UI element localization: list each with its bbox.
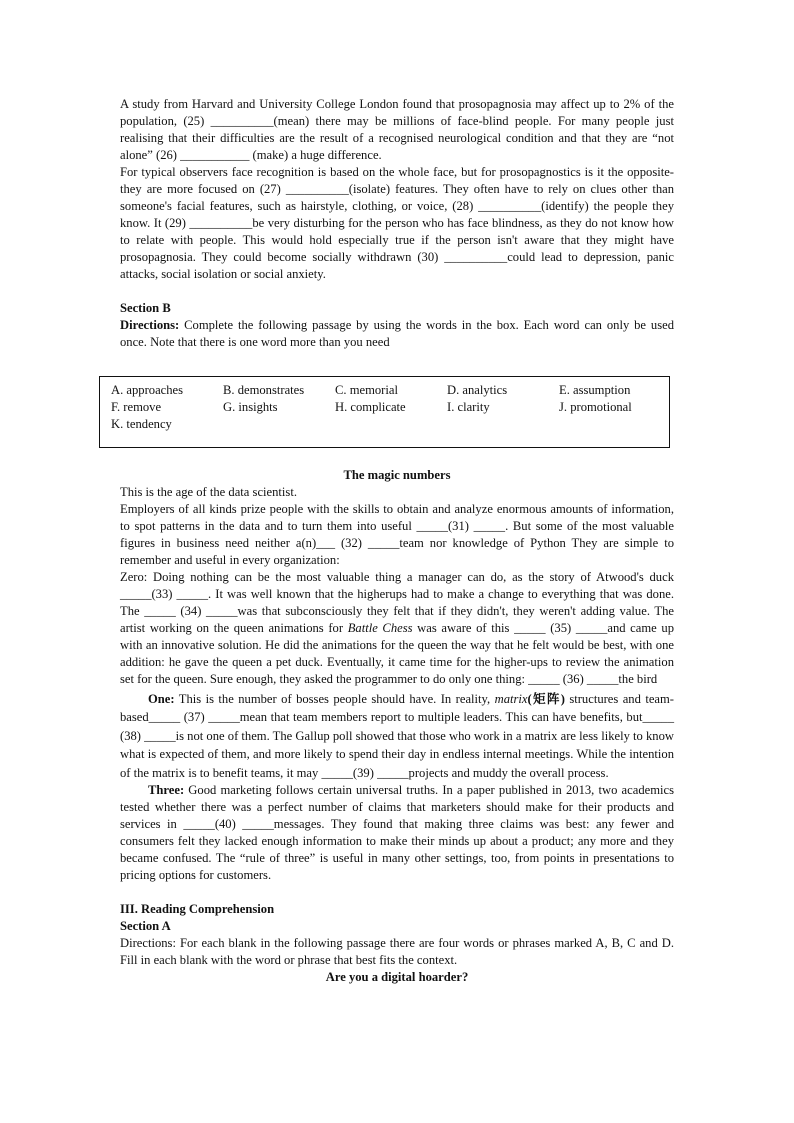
word-box	[99, 376, 670, 448]
paragraph	[120, 690, 674, 782]
section-b-directions	[120, 317, 674, 351]
text-run: was aware of this _____ (35) _____and came up with an innovative solution. He did the animations for the queen the way that he felt would be best, with one addition: he gave the queen a pet duck. Eventually, it came time for the higher-ups to review the animation set for the queen. Sure enough, they asked the programmer to do only one thing: _____ (36) _____the bird	[120, 621, 674, 686]
text-run: structures and team-based_____ (37) _____mean that team members report to multiple leaders. This can have benefits, but_____ (38) _____is not one of them. The Gallup poll showed that those who work in a matrix are less likely to know what is expected of them, and more likely to spend their day in endless internal meetings. While the intention of the matrix is to benefit teams, it may _____(39) _____projects and muddy the overall process.	[120, 692, 674, 780]
part-iii-heading: III. Reading Comprehension	[120, 902, 275, 917]
section-b-heading: Section B	[120, 301, 171, 315]
passage-title: The magic numbers	[343, 468, 451, 482]
text-run: Good marketing follows certain universal truths. In a paper published in 2013, two academics tested whether there was a perfect number of claims that marketers should make for their products and services in _____(40) _____messages. They found that making three claims was best: any fewer and consumers felt they lacked enough information to make their minds up about a product; any more and they became confused. The “rule of three” is useful in many other settings, too, from points in presentations to pricing options for customers.	[120, 783, 674, 883]
directions-label: Directions:	[120, 318, 180, 332]
directions-text: Complete the following passage by using the words in the box. Each word can only be used once. Note that there is one word more than you need	[120, 318, 674, 349]
section-a-directions: Directions: For each blank in the following passage there are four words or phrases marked A, B, C and D. Fill in each blank with the word or phrase that best fits the context.	[120, 936, 674, 968]
italic-title: Battle Chess	[347, 621, 413, 635]
word-option: B. demonstrates	[223, 383, 305, 397]
passage-title: Are you a digital hoarder?	[325, 970, 469, 985]
word-option: I. clarity	[447, 400, 490, 414]
word-option: K. tendency	[111, 417, 172, 431]
paragraph: For typical observers face recognition is based on the whole face, but for prosopagnostics is it the opposite- they are more focused on (27) __________(isolate) features. They often have to rely on clues other than someone's facial features, such as hairstyle, clothing, or voice, (28) __________(identify) the people they know. It (29) __________be very disturbing for the person who has face blindness, as they do not know how to relate with people. This would hold especially true if the person isn't aware that they might have prosopagnosia. They could become socially withdrawn (30) __________could lead to depression, panic attacks, social isolation or social anxiety.	[120, 165, 674, 281]
word-option: E. assumption	[559, 383, 631, 397]
paragraph-label: Three:	[148, 783, 185, 798]
paragraph-label: One:	[148, 692, 175, 706]
section-a-heading: Section A	[120, 919, 171, 934]
paragraph	[120, 782, 674, 884]
text-run: Zero: Doing nothing can be the most valuable thing a manager can do, as the story of Atwood's duck _____(33) _____. It was well known that the higherups had to make a change to everything that was done. The _____ (34) _____was that subconsciously they felt that if they didn't, they weren't adding value. The artist working on the queen animations for	[120, 570, 674, 635]
italic-term: matrix	[494, 692, 528, 706]
paragraph: Employers of all kinds prize people with the skills to obtain and analyze enormous amounts of information, to spot patterns in the data and to turn them into useful _____(31) _____. But some of the most valuable figures in business need neither a(n)___ (32) _____team nor knowledge of Python They are simple to remember and useful in every organization:	[120, 502, 674, 567]
passage-b	[120, 467, 674, 986]
word-option: A. approaches	[111, 383, 184, 397]
word-option: F. remove	[111, 400, 162, 414]
word-option: G. insights	[223, 400, 278, 414]
chinese-gloss: (矩阵)	[527, 692, 565, 706]
paragraph: A study from Harvard and University College London found that prosopagnosia may affect up to 2% of the population, (25) __________(mean) there may be millions of face-blind people. For many people just realising that their difficulties are the result of a recognised neurological condition and that they are “not alone” (26) ___________ (make) a huge difference.	[120, 97, 674, 162]
word-option: H. complicate	[335, 400, 406, 414]
word-option: J. promotional	[559, 400, 632, 414]
word-option: C. memorial	[335, 383, 398, 397]
text-run: This is the number of bosses people should have. In reality,	[174, 692, 495, 706]
passage-top	[120, 96, 674, 351]
word-option: D. analytics	[447, 383, 508, 397]
paragraph: This is the age of the data scientist.	[120, 485, 297, 499]
paragraph	[120, 569, 674, 688]
